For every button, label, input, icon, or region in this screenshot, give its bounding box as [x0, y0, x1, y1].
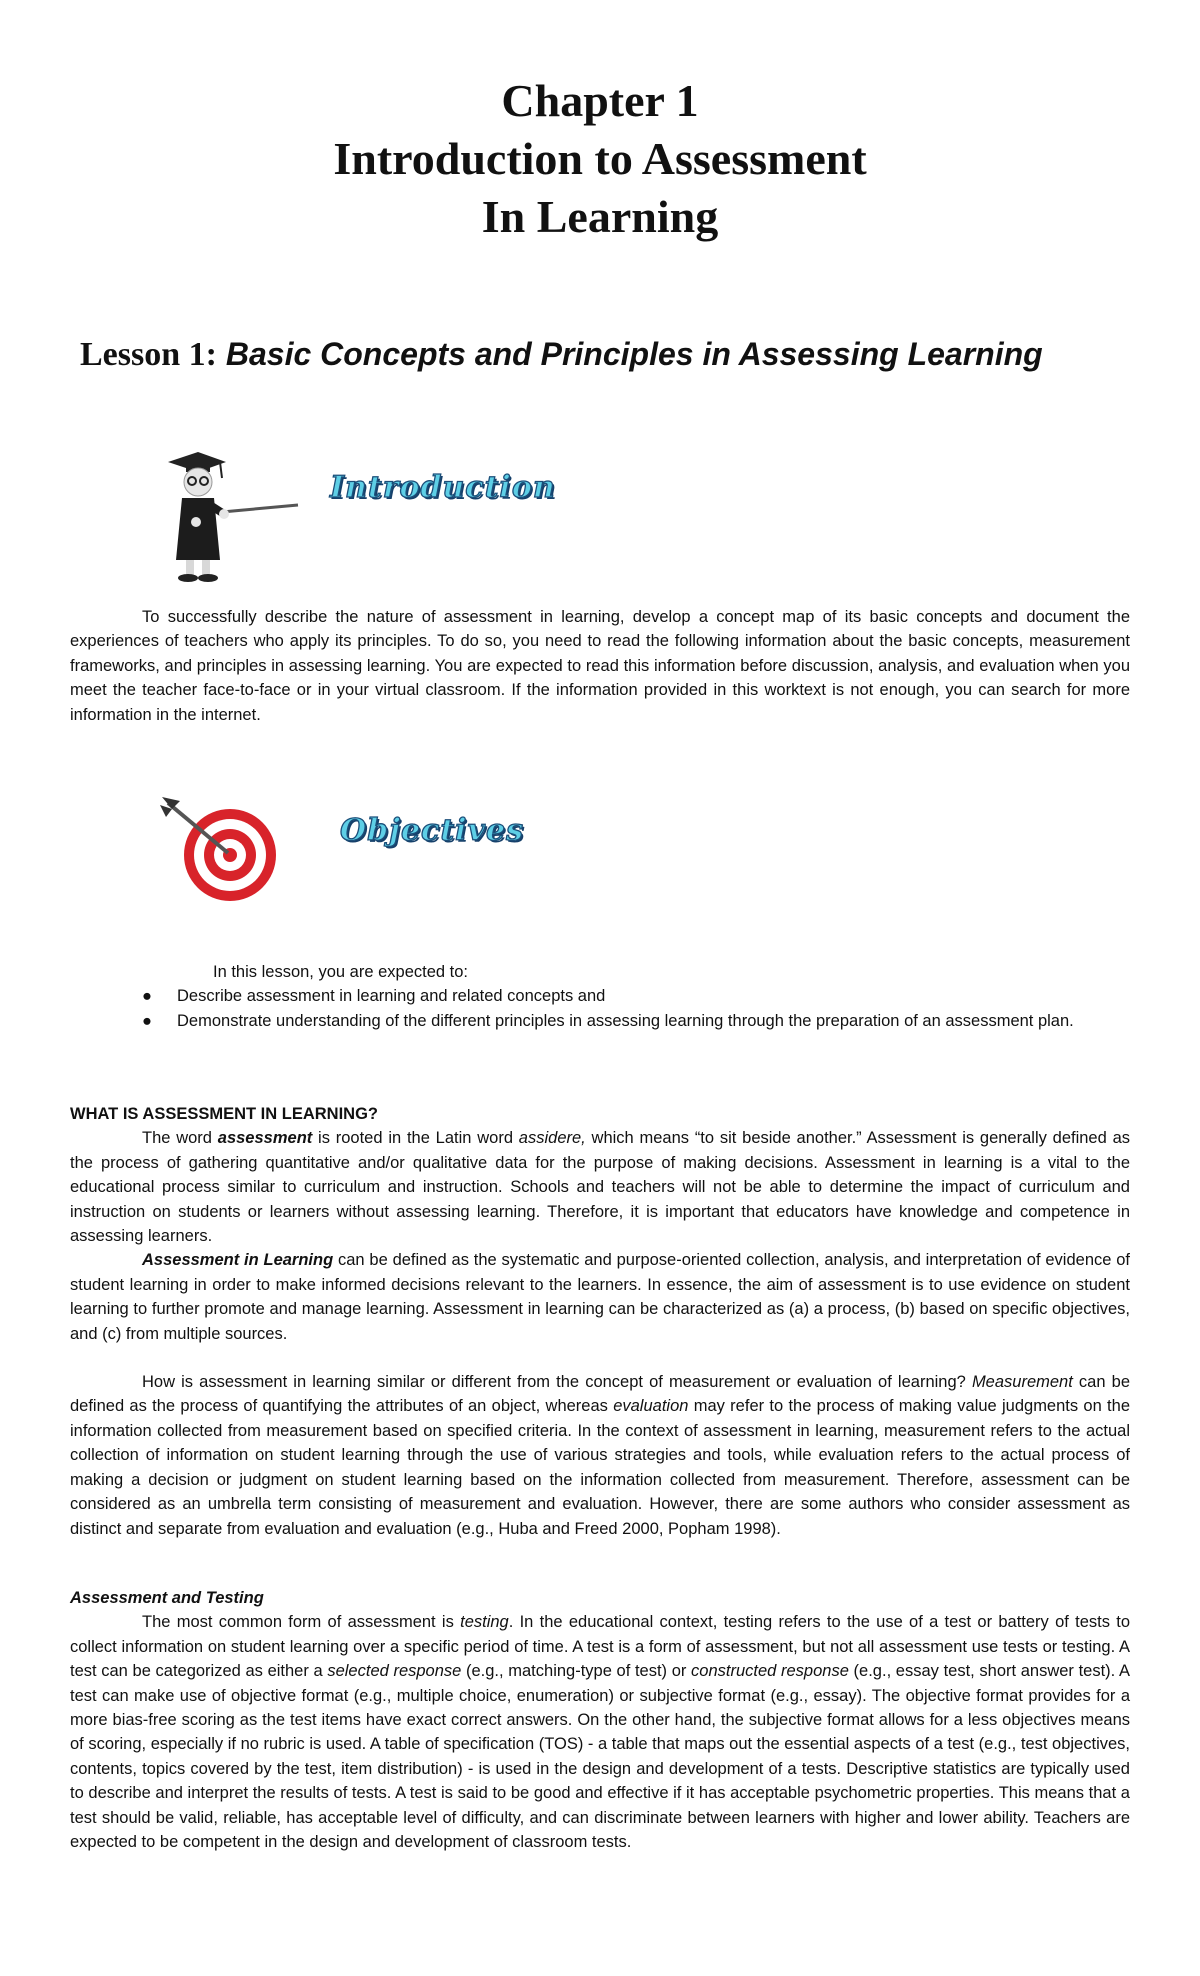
assessment-testing-section — [70, 1586, 1130, 1854]
objectives-list — [70, 984, 1130, 1033]
objective-item: ● Demonstrate understanding of the different principles in assessing learning through the preparation of an assessment plan. — [70, 1009, 1130, 1033]
spacer — [70, 1346, 1130, 1370]
objectives-intro: In this lesson, you are expected to: — [213, 963, 468, 981]
introduction-banner: Introduction — [330, 470, 556, 505]
objectives-banner: Objectives — [340, 813, 524, 848]
lesson-label: Lesson 1 — [80, 336, 206, 373]
paragraph-assessment-in-learning: Assessment in Learning can be defined as the systematic and purpose-oriented collection, analysis, and interpretation of evidence of student learning in order to make informed decisions relevant to the learners. In essence, the aim of assessment is to use evidence on student learning to further promote and manage learning. Assessment in learning can be characterized as (a) a process, (b) based on specific objectives, and (c) from multiple sources. — [70, 1251, 1130, 1343]
graduate-pointer-icon — [160, 450, 300, 585]
target-dart-icon — [158, 795, 293, 905]
paragraph-assessment-definition: The word assessment is rooted in the Latin word assidere, which means “to sit beside another.” Assessment is generally defined as the process of gathering quantitative and/or qualitative data for the purpose of making decisions. Assessment in learning is a vital to the educational process similar to curriculum and instruction. Schools and teachers will not be able to determine the impact of curriculum and instruction on students or learners without assessing learning. Therefore, it is important that educators have knowledge and competence in assessing learners. — [70, 1129, 1130, 1246]
objective-item: ● Describe assessment in learning and related concepts and — [70, 984, 1130, 1008]
lesson-subtitle: Basic Concepts and Principles in Assessing Learning — [216, 336, 1043, 372]
chapter-name-line2: In Learning — [481, 191, 719, 242]
what-is-assessment-section — [70, 1102, 1130, 1541]
lesson-title — [80, 335, 1180, 374]
section-heading: Assessment and Testing — [70, 1589, 264, 1607]
introduction-section — [70, 605, 1130, 727]
chapter-number: Chapter 1 — [501, 75, 699, 126]
paragraph-testing: The most common form of assessment is testing. In the educational context, testing refers to the use of a test or battery of tests to collect information on student learning over a specific period of time. A test is a form of assessment, but not all assessment use tests or testing. A test can be categorized as either a selected response (e.g., matching-type of test) or constructed response (e.g., essay test, short answer test). A test can make use of objective format (e.g., multiple choice, enumeration) or subjective format (e.g., essay). The objective format provides for a more bias-free scoring as the test items have exact correct answers. On the other hand, the subjective format allows for a less objectives means of scoring, especially if no rubric is used. A table of specification (TOS) - a table that maps out the essential aspects of a test (e.g., test objectives, contents, topics covered by the test, item distribution) - is used in the design and development of a tests. Descriptive statistics are typically used to describe and interpret the results of tests. A test is said to be good and effective if it has acceptable psychometric properties. This means that a test should be valid, reliable, has acceptable level of difficulty, and can discriminate between learners with higher and lower ability. Teachers are expected to be competent in the design and development of classroom tests. — [70, 1613, 1131, 1852]
objectives-section — [70, 960, 1130, 1033]
paragraph-measurement-evaluation: How is assessment in learning similar or different from the concept of measurement or evaluation of learning? Measurement can be defined as the process of quantifying the attributes of an object, whereas evaluation may refer to the process of making value judgments on the information collected from measurement based on specified criteria. In the context of assessment in learning, measurement refers to the actual collection of information on student learning through the use of various strategies and tools, while evaluation refers to the actual process of making a decision or judgment on student learning based on the information collected from measurement. Therefore, assessment can be considered as an umbrella term consisting of measurement and evaluation. However, there are some authors who consider assessment as distinct and separate from evaluation and evaluation (e.g., Huba and Freed 2000, Popham 1998). — [70, 1373, 1131, 1538]
bullet-icon: ● — [142, 987, 152, 1006]
chapter-name-line1: Introduction to Assessment — [333, 133, 867, 184]
introduction-paragraph: To successfully describe the nature of assessment in learning, develop a concept map of its basic concepts and document the experiences of teachers who apply its principles. To do so, you need to read the following information about the basic concepts, measurement frameworks, and principles in assessing learning. You are expected to read this information before discussion, analysis, and evaluation when you meet the teacher face-to-face or in your virtual classroom. If the information provided in this worktext is not enough, you can search for more information in the internet. — [70, 608, 1130, 724]
bullet-icon: ● — [142, 1011, 152, 1030]
chapter-title — [0, 72, 1200, 246]
lesson-colon: : — [205, 336, 217, 373]
section-heading: WHAT IS ASSESSMENT IN LEARNING? — [70, 1105, 379, 1123]
